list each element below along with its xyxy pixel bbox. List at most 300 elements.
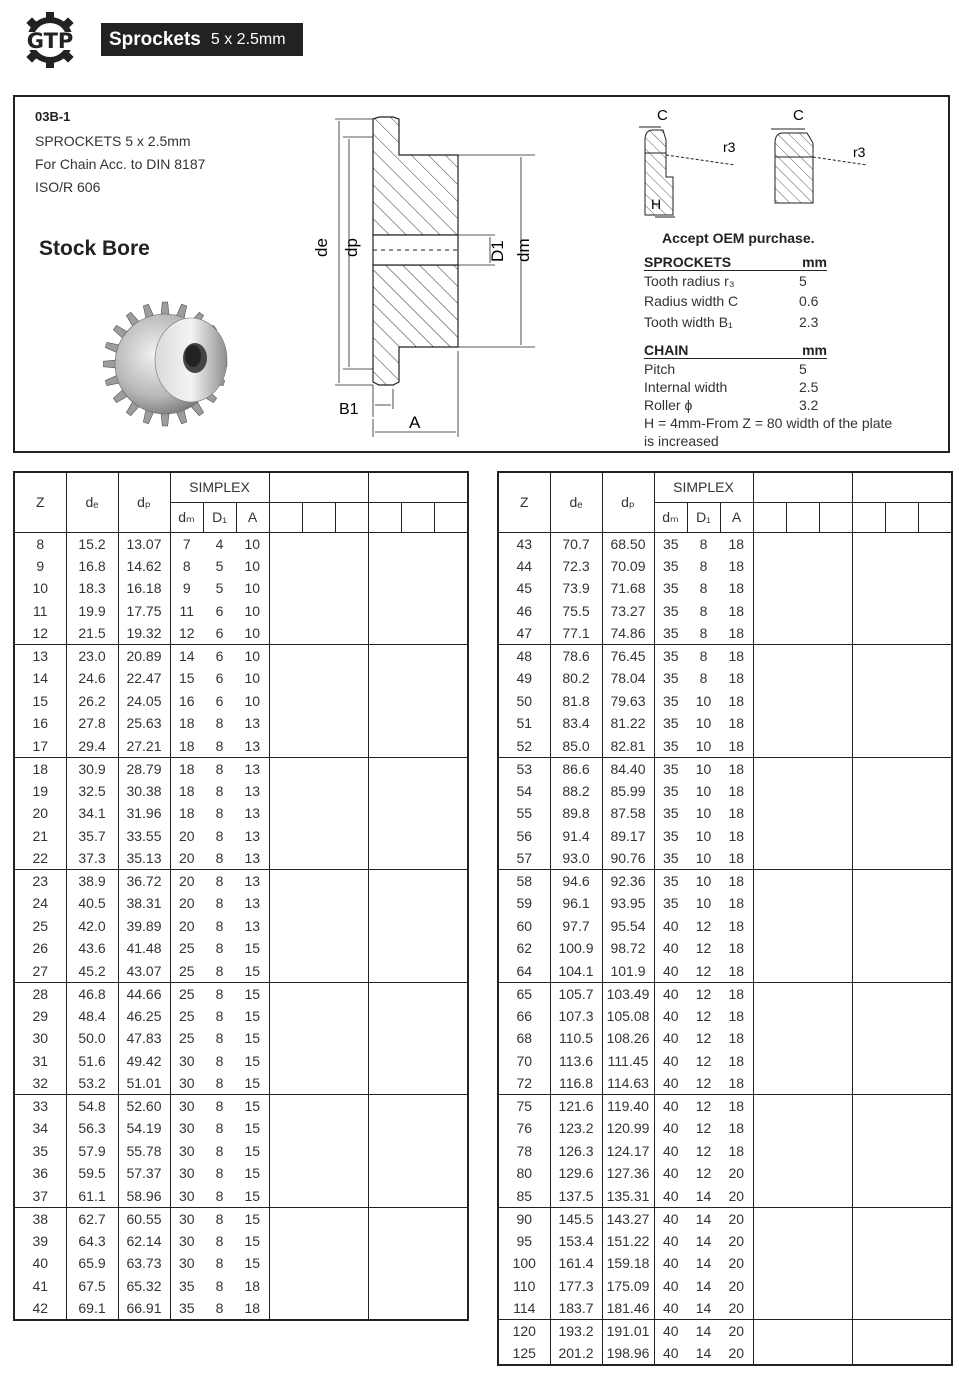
cell-dm: 35	[170, 1275, 203, 1298]
table-row	[498, 532, 952, 555]
cell-d1: 14	[687, 1320, 720, 1343]
cell-z: 75	[498, 1095, 550, 1118]
cell-de: 57.9	[66, 1140, 118, 1163]
cell-d1: 10	[695, 805, 712, 822]
cell-a: 18	[720, 780, 753, 803]
cell-z: 42	[14, 1297, 66, 1320]
cell-a: 15	[236, 960, 269, 983]
cell-dp: 181.46	[602, 1297, 654, 1320]
cell-de: 75.5	[550, 600, 602, 623]
cell-d1: 8	[203, 982, 236, 1005]
cell-d1: 14	[687, 1207, 720, 1230]
cell-a: 18	[720, 825, 753, 848]
cell-z: 100	[498, 1252, 550, 1275]
cell-z: 34	[14, 1117, 66, 1140]
col-dp: dₚ	[118, 472, 170, 532]
cell-d1: 14	[695, 1300, 712, 1316]
table-row	[498, 1117, 952, 1140]
table-row	[498, 1005, 952, 1028]
cell-d1: 12	[695, 962, 712, 979]
cell-z: 53	[498, 757, 550, 780]
cell-a: 15	[236, 1027, 269, 1050]
table-row	[14, 555, 468, 578]
cell-dp: 17.75	[118, 600, 170, 623]
table-row	[498, 825, 952, 848]
cell-de: 91.4	[550, 825, 602, 848]
cell-z: 68	[498, 1027, 550, 1050]
cell-dp: 111.45	[602, 1050, 654, 1073]
cell-de: 89.8	[550, 802, 602, 825]
prop-value: 5	[799, 273, 807, 289]
cell-a: 20	[720, 1207, 753, 1230]
cell-dp: 33.55	[118, 825, 170, 848]
cell-dp: 57.37	[118, 1162, 170, 1185]
cell-a: 18	[720, 1027, 753, 1050]
cell-de: 145.5	[550, 1207, 602, 1230]
cell-dm: 35	[654, 825, 687, 848]
col-a: A	[720, 502, 753, 532]
prop-label: Radius width C	[644, 293, 739, 309]
cell-dm: 35	[654, 780, 687, 803]
cell-a: 18	[720, 532, 753, 555]
cell-a: 20	[720, 1230, 753, 1253]
cell-dp: 92.36	[602, 870, 654, 893]
cell-de: 37.3	[66, 847, 118, 870]
cell-dm: 35	[654, 667, 687, 690]
chain-unit: mm	[802, 342, 827, 358]
cell-z: 17	[14, 735, 66, 758]
cell-dp: 82.81	[602, 735, 654, 758]
table-row	[14, 690, 468, 713]
table-row	[14, 1027, 468, 1050]
cell-d1: 6	[215, 602, 224, 619]
col-dm: dₘ	[654, 502, 687, 532]
cell-dm: 18	[170, 757, 203, 780]
cell-de: 96.1	[550, 892, 602, 915]
cell-d1: 12	[695, 1165, 712, 1182]
cell-d1: 5	[215, 557, 224, 574]
cell-a: 18	[720, 757, 753, 780]
cell-dm: 40	[654, 982, 687, 1005]
table-row	[498, 1320, 952, 1343]
cell-dp: 63.73	[118, 1252, 170, 1275]
cell-z: 16	[14, 712, 66, 735]
cell-d1: 8	[215, 940, 224, 957]
cell-dm: 30	[170, 1207, 203, 1230]
cell-z: 70	[498, 1050, 550, 1073]
cell-de: 56.3	[66, 1117, 118, 1140]
cell-dm: 40	[654, 1252, 687, 1275]
table-row	[498, 1140, 952, 1163]
cell-dp: 39.89	[118, 915, 170, 938]
table-row	[498, 982, 952, 1005]
gtp-logo	[14, 10, 86, 70]
cell-a: 18	[236, 1275, 269, 1298]
cell-a: 13	[236, 780, 269, 803]
cell-de: 113.6	[550, 1050, 602, 1073]
cell-z: 27	[14, 960, 66, 983]
cell-dp: 62.14	[118, 1230, 170, 1253]
cell-d1: 4	[215, 535, 224, 552]
cell-d1: 10	[695, 737, 712, 754]
prop-value: 2.3	[799, 314, 819, 330]
cell-a: 15	[236, 1185, 269, 1208]
table-row	[14, 577, 468, 600]
cell-de: 123.2	[550, 1117, 602, 1140]
col-dm: dₘ	[170, 502, 203, 532]
cell-dm: 40	[654, 1072, 687, 1095]
cell-dp: 28.79	[118, 757, 170, 780]
cell-a: 20	[720, 1275, 753, 1298]
cell-de: 34.1	[66, 802, 118, 825]
prop-label: Pitch	[644, 361, 676, 377]
cell-de: 72.3	[550, 555, 602, 578]
cell-a: 18	[720, 1140, 753, 1163]
cell-d1: 10	[695, 692, 712, 709]
cell-de: 53.2	[66, 1072, 118, 1095]
cell-d1: 12	[695, 1007, 712, 1024]
cell-dm: 40	[654, 937, 687, 960]
sprockets-heading-text: SPROCKETS	[644, 254, 732, 270]
cell-de: 59.5	[66, 1162, 118, 1185]
cell-dp: 16.18	[118, 577, 170, 600]
cell-de: 65.9	[66, 1252, 118, 1275]
cell-d1: 12	[695, 1052, 712, 1069]
chain-heading	[644, 342, 827, 359]
cell-dp: 90.76	[602, 847, 654, 870]
cell-a: 18	[720, 690, 753, 713]
cell-a: 18	[720, 735, 753, 758]
cell-dp: 135.31	[602, 1185, 654, 1208]
cell-de: 81.8	[550, 690, 602, 713]
sprockets-unit: mm	[802, 254, 827, 270]
cell-dp: 65.32	[118, 1275, 170, 1298]
cell-dm: 30	[170, 1140, 203, 1163]
cell-d1: 8	[215, 1052, 224, 1069]
table-row	[14, 1275, 468, 1298]
table-row	[498, 1230, 952, 1253]
cell-a: 10	[236, 532, 269, 555]
sprocket-table-right	[497, 471, 953, 1366]
chain-heading-text: CHAIN	[644, 342, 689, 358]
cell-dm: 40	[654, 1095, 687, 1118]
cell-de: 177.3	[550, 1275, 602, 1298]
cell-z: 18	[14, 757, 66, 780]
col-empty-group	[269, 472, 368, 502]
label-r3: r3	[723, 139, 736, 155]
cell-a: 13	[236, 825, 269, 848]
cell-z: 15	[14, 690, 66, 713]
cell-de: 105.7	[550, 982, 602, 1005]
cell-dm: 35	[654, 870, 687, 893]
cell-d1: 14	[695, 1187, 712, 1204]
cell-a: 20	[720, 1252, 753, 1275]
cell-z: 46	[498, 600, 550, 623]
cell-d1: 12	[687, 982, 720, 1005]
cell-dm: 15	[170, 667, 203, 690]
prop-label: Tooth width B₁	[644, 314, 733, 330]
cell-d1: 8	[215, 1030, 224, 1047]
cell-z: 39	[14, 1230, 66, 1253]
cell-d1: 8	[203, 757, 236, 780]
cell-dp: 101.9	[602, 960, 654, 983]
table-row	[498, 802, 952, 825]
cell-de: 88.2	[550, 780, 602, 803]
cell-d1: 8	[215, 1277, 224, 1294]
cell-de: 19.9	[66, 600, 118, 623]
cell-dp: 81.22	[602, 712, 654, 735]
cell-d1: 8	[699, 580, 708, 597]
cell-d1: 8	[215, 1165, 224, 1182]
table-row	[498, 1185, 952, 1208]
cell-dp: 19.32	[118, 622, 170, 645]
cell-dp: 27.21	[118, 735, 170, 758]
cell-z: 66	[498, 1005, 550, 1028]
cell-z: 45	[498, 577, 550, 600]
cell-a: 18	[720, 555, 753, 578]
cell-dm: 16	[170, 690, 203, 713]
cell-z: 28	[14, 982, 66, 1005]
cell-dm: 35	[654, 847, 687, 870]
cell-dm: 40	[654, 960, 687, 983]
cell-de: 83.4	[550, 712, 602, 735]
cell-dm: 18	[170, 735, 203, 758]
table-row	[498, 1027, 952, 1050]
cell-dm: 40	[654, 1162, 687, 1185]
cell-d1: 8	[203, 870, 236, 893]
cell-a: 13	[236, 870, 269, 893]
prop-value: 0.6	[799, 293, 819, 309]
table-row	[14, 1252, 468, 1275]
cell-a: 18	[720, 1050, 753, 1073]
cell-z: 62	[498, 937, 550, 960]
cell-dm: 40	[654, 1027, 687, 1050]
cell-de: 193.2	[550, 1320, 602, 1343]
cell-z: 37	[14, 1185, 66, 1208]
cell-a: 20	[720, 1320, 753, 1343]
table-row	[14, 915, 468, 938]
table-row	[498, 600, 952, 623]
cell-dp: 30.38	[118, 780, 170, 803]
cell-de: 116.8	[550, 1072, 602, 1095]
cell-de: 35.7	[66, 825, 118, 848]
table-row	[498, 622, 952, 645]
cell-dp: 95.54	[602, 915, 654, 938]
table-row	[498, 937, 952, 960]
cell-z: 31	[14, 1050, 66, 1073]
cell-d1: 8	[215, 827, 224, 844]
cell-de: 77.1	[550, 622, 602, 645]
table-row	[14, 532, 468, 555]
cell-z: 24	[14, 892, 66, 915]
table-row	[14, 645, 468, 668]
table-row	[14, 825, 468, 848]
cell-d1: 8	[215, 782, 224, 799]
cell-de: 45.2	[66, 960, 118, 983]
cell-dm: 20	[170, 915, 203, 938]
label-dp: dp	[342, 238, 361, 257]
cell-d1: 10	[687, 757, 720, 780]
cell-z: 11	[14, 600, 66, 623]
cell-z: 80	[498, 1162, 550, 1185]
cell-d1: 8	[699, 625, 708, 641]
cell-dp: 35.13	[118, 847, 170, 870]
cell-dp: 98.72	[602, 937, 654, 960]
spec-panel	[13, 95, 950, 453]
table-row	[14, 780, 468, 803]
cell-dp: 25.63	[118, 712, 170, 735]
cell-dm: 30	[170, 1185, 203, 1208]
col-simplex: SIMPLEX	[654, 472, 753, 502]
cell-z: 72	[498, 1072, 550, 1095]
cell-d1: 10	[695, 782, 712, 799]
cell-z: 35	[14, 1140, 66, 1163]
table-row	[498, 892, 952, 915]
cell-d1: 12	[695, 1030, 712, 1047]
cell-de: 85.0	[550, 735, 602, 758]
prop-value: 3.2	[799, 397, 819, 413]
cell-d1: 8	[215, 715, 224, 732]
cell-dp: 143.27	[602, 1207, 654, 1230]
cell-d1: 10	[695, 850, 712, 866]
cell-d1: 8	[699, 535, 708, 552]
cell-dp: 31.96	[118, 802, 170, 825]
cell-dm: 35	[654, 645, 687, 668]
cell-de: 54.8	[66, 1095, 118, 1118]
table-row	[14, 757, 468, 780]
cell-de: 62.7	[66, 1207, 118, 1230]
cell-de: 80.2	[550, 667, 602, 690]
cell-d1: 6	[215, 670, 224, 687]
cell-de: 38.9	[66, 870, 118, 893]
cell-dm: 25	[170, 937, 203, 960]
cell-dp: 60.55	[118, 1207, 170, 1230]
cell-dp: 73.27	[602, 600, 654, 623]
cell-z: 32	[14, 1072, 66, 1095]
cell-a: 15	[236, 1117, 269, 1140]
cell-dp: 103.49	[602, 982, 654, 1005]
cell-a: 18	[720, 847, 753, 870]
cell-dm: 35	[170, 1297, 203, 1320]
cell-dp: 105.08	[602, 1005, 654, 1028]
cell-dm: 35	[654, 690, 687, 713]
cell-d1: 8	[699, 557, 708, 574]
cell-z: 52	[498, 735, 550, 758]
cell-a: 20	[720, 1185, 753, 1208]
brand-text: GTP	[26, 29, 74, 53]
cell-dm: 40	[654, 1185, 687, 1208]
table-row	[498, 667, 952, 690]
cell-de: 201.2	[550, 1342, 602, 1365]
cell-a: 15	[236, 1072, 269, 1095]
cell-dp: 74.86	[602, 622, 654, 645]
cell-a: 18	[720, 1072, 753, 1095]
table-row	[14, 982, 468, 1005]
cell-z: 55	[498, 802, 550, 825]
cell-a: 13	[236, 892, 269, 915]
cell-dm: 18	[170, 802, 203, 825]
cell-dp: 124.17	[602, 1140, 654, 1163]
cell-a: 15	[236, 1140, 269, 1163]
table-row	[14, 1050, 468, 1073]
cell-dp: 159.18	[602, 1252, 654, 1275]
label-d1: D1	[488, 240, 507, 262]
table-row	[498, 915, 952, 938]
cell-dp: 24.05	[118, 690, 170, 713]
cell-de: 23.0	[66, 645, 118, 668]
cell-dm: 30	[170, 1117, 203, 1140]
table-row	[14, 622, 468, 645]
table-row	[498, 1252, 952, 1275]
cell-dp: 46.25	[118, 1005, 170, 1028]
table-row	[498, 960, 952, 983]
cell-a: 10	[236, 645, 269, 668]
cell-dm: 25	[170, 1005, 203, 1028]
cell-dp: 41.48	[118, 937, 170, 960]
table-row	[14, 667, 468, 690]
cell-z: 95	[498, 1230, 550, 1253]
cell-de: 67.5	[66, 1275, 118, 1298]
cell-a: 18	[720, 1005, 753, 1028]
cell-dp: 108.26	[602, 1027, 654, 1050]
cell-a: 15	[236, 1162, 269, 1185]
cell-dm: 25	[170, 982, 203, 1005]
table-row	[14, 600, 468, 623]
cell-z: 23	[14, 870, 66, 893]
cell-dp: 36.72	[118, 870, 170, 893]
table-row	[14, 937, 468, 960]
cell-z: 48	[498, 645, 550, 668]
cell-dm: 20	[170, 870, 203, 893]
table-row	[14, 960, 468, 983]
cell-a: 10	[236, 667, 269, 690]
cell-d1: 10	[695, 715, 712, 732]
table-row	[498, 690, 952, 713]
col-z: Z	[498, 472, 550, 532]
cell-d1: 8	[215, 895, 224, 912]
cell-z: 22	[14, 847, 66, 870]
cell-z: 50	[498, 690, 550, 713]
cell-dm: 14	[170, 645, 203, 668]
cell-d1: 12	[695, 1120, 712, 1137]
cell-de: 18.3	[66, 577, 118, 600]
cell-de: 104.1	[550, 960, 602, 983]
table-row	[14, 892, 468, 915]
cell-dp: 175.09	[602, 1275, 654, 1298]
model-code: 03B-1	[35, 109, 71, 124]
cell-dm: 30	[170, 1252, 203, 1275]
table-row	[14, 870, 468, 893]
cell-a: 18	[720, 1095, 753, 1118]
cell-a: 15	[236, 1252, 269, 1275]
cell-dp: 43.07	[118, 960, 170, 983]
cell-a: 15	[236, 1050, 269, 1073]
oem-note: Accept OEM purchase.	[662, 230, 815, 246]
cell-de: 78.6	[550, 645, 602, 668]
cell-dm: 40	[654, 1005, 687, 1028]
cell-d1: 8	[203, 1207, 236, 1230]
cell-z: 59	[498, 892, 550, 915]
cell-z: 85	[498, 1185, 550, 1208]
cell-dp: 70.09	[602, 555, 654, 578]
page-title: Sprockets	[109, 28, 201, 50]
cell-z: 120	[498, 1320, 550, 1343]
table-row	[498, 735, 952, 758]
cell-dm: 40	[654, 1342, 687, 1365]
sprockets-heading	[644, 254, 827, 271]
cell-d1: 14	[695, 1232, 712, 1249]
cell-z: 38	[14, 1207, 66, 1230]
